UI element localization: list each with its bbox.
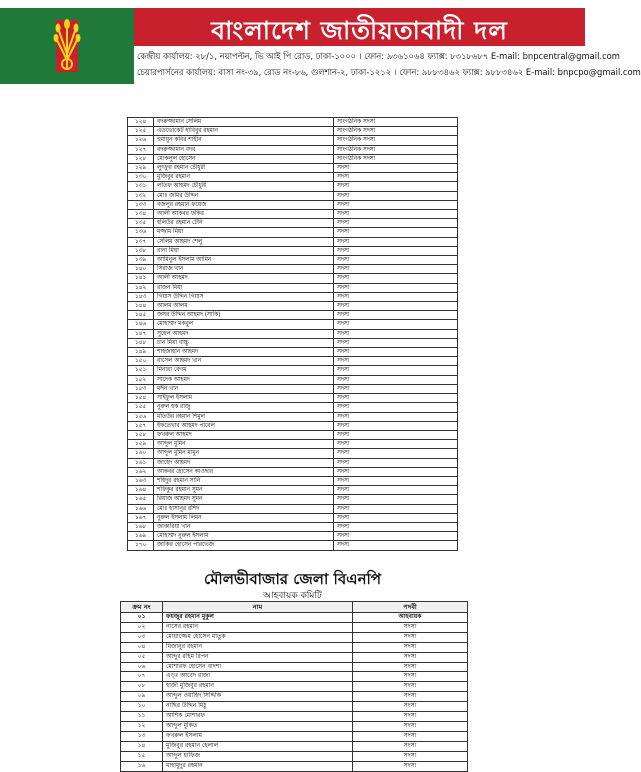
position-cell: সদস্য: [334, 375, 458, 384]
serial-cell: ১৬২: [128, 467, 154, 476]
table-row: [128, 375, 458, 384]
name-cell: রিয়াজ আহমদ সুমন: [154, 495, 334, 504]
name-cell: মোঃ জমির উদ্দিন: [154, 191, 334, 200]
serial-cell: ১২৪: [128, 118, 154, 127]
table-row: [128, 541, 458, 550]
position-cell: সদস্য: [334, 191, 458, 200]
table-row: [121, 662, 468, 672]
serial-cell: ০৫: [121, 652, 163, 662]
central-office-address: কেন্দ্রীয় কার্যালয়: ২৮/১, নয়াপল্টন, ভি আই পি রোড, ঢাকা-১০০০ । ফোন: ৯৩৬১০৬৪ ফ্যাক্স: ৮৩১৮৬৮৭ E-mail: bnpcentral@gmail.com: [137, 51, 620, 61]
position-cell: সদস্য: [334, 412, 458, 421]
district-table-body: [121, 613, 468, 772]
serial-cell: ১৪১: [128, 274, 154, 283]
table-row: [128, 228, 458, 237]
table-row: [128, 532, 458, 541]
table-row: [128, 329, 458, 338]
name-cell: রাজন মিয়া: [154, 283, 334, 292]
position-cell: সদস্য: [353, 702, 468, 712]
table-row: [128, 265, 458, 274]
position-cell: সদস্য: [353, 751, 468, 761]
table-header-row: [121, 602, 468, 613]
position-cell: সদস্য: [334, 430, 458, 439]
position-cell: সদস্য: [334, 421, 458, 430]
serial-cell: ১৩৫: [128, 219, 154, 228]
position-cell: আহবায়ক: [353, 613, 468, 623]
position-cell: সদস্য: [334, 173, 458, 182]
table-row: [121, 741, 468, 751]
position-cell: সদস্য: [334, 532, 458, 541]
name-cell: মঈন খান: [154, 384, 334, 393]
table-row: [128, 311, 458, 320]
serial-cell: ১৫২: [128, 375, 154, 384]
serial-cell: ১৪৪: [128, 302, 154, 311]
table-row: [128, 320, 458, 329]
position-cell: সদস্য: [334, 357, 458, 366]
position-cell: সদস্য: [334, 504, 458, 513]
position-cell: সদস্য: [353, 652, 468, 662]
position-cell: সদস্য: [334, 237, 458, 246]
name-cell: সাইফুল ইসলাম: [154, 394, 334, 403]
party-logo: [0, 8, 134, 84]
serial-cell: ১৪৬: [128, 320, 154, 329]
table-row: [121, 761, 468, 771]
serial-cell: ১৩২: [128, 191, 154, 200]
name-cell: রানা মিয়া: [154, 246, 334, 255]
table-row: [128, 154, 458, 163]
serial-cell: ১২৬: [128, 136, 154, 145]
serial-cell: ১২৭: [128, 145, 154, 154]
serial-cell: ১৬৫: [128, 495, 154, 504]
position-cell: সদস্য: [334, 513, 458, 522]
header-serial: ক্রম নং: [121, 602, 163, 613]
name-cell: বজলুর রহমান ফয়েজ: [154, 200, 334, 209]
table-row: [121, 642, 468, 652]
serial-cell: ১৫৯: [128, 440, 154, 449]
position-cell: সদস্য: [353, 622, 468, 632]
table-row: [128, 182, 458, 191]
position-cell: সদস্য: [334, 320, 458, 329]
table-row: [128, 302, 458, 311]
table-row: [128, 118, 458, 127]
serial-cell: ০১: [121, 613, 163, 623]
serial-cell: ১৪০: [128, 265, 154, 274]
position-cell: সদস্য: [334, 302, 458, 311]
serial-cell: ১২: [121, 721, 163, 731]
name-cell: জাকির হোসেন পারভেজ: [154, 541, 334, 550]
serial-cell: ১৫৭: [128, 421, 154, 430]
name-cell: মোশারফ হোসেন বাদশা: [163, 662, 353, 672]
district-committee-title: মৌলভীবাজার জেলা বিএনপি: [203, 570, 382, 588]
position-cell: সদস্য: [334, 329, 458, 338]
header-name: নাম: [163, 602, 353, 613]
name-cell: মজ্জাম মিয়া: [154, 228, 334, 237]
serial-cell: ০৮: [121, 682, 163, 692]
table-row: [128, 357, 458, 366]
name-cell: ফখরুল আহমদ: [154, 430, 334, 439]
serial-cell: ১৪৯: [128, 348, 154, 357]
serial-cell: ১৫১: [128, 366, 154, 375]
position-cell: সাংগঠনিক সদস্য: [334, 127, 458, 136]
table-row: [121, 652, 468, 662]
serial-cell: ০৬: [121, 662, 163, 672]
table-row: [128, 458, 458, 467]
serial-cell: ১৬৪: [128, 486, 154, 495]
name-cell: মোকলুল হোসেন: [154, 154, 334, 163]
serial-cell: ১৩৪: [128, 210, 154, 219]
name-cell: বদরুজ্জামান সেলিম: [154, 118, 334, 127]
table-row: [128, 136, 458, 145]
name-cell: এড্‌ঃ আবেদ রাজা: [163, 672, 353, 682]
serial-cell: ১০: [121, 702, 163, 712]
serial-cell: ১২৯: [128, 164, 154, 173]
position-cell: সদস্য: [353, 731, 468, 741]
serial-cell: ১২৫: [128, 127, 154, 136]
table-row: [128, 384, 458, 393]
serial-cell: ১৪৩: [128, 292, 154, 301]
position-cell: সদস্য: [334, 219, 458, 228]
serial-cell: ১৭০: [128, 541, 154, 550]
name-cell: শহিদুর রহমান সানি: [154, 476, 334, 485]
name-cell: আশিক মোশারফ: [163, 712, 353, 722]
name-cell: হুমায়ুন কবির শাহীন: [154, 136, 334, 145]
name-cell: আলী আহমদ: [154, 274, 334, 283]
serial-cell: ১৫৮: [128, 430, 154, 439]
table-row: [128, 421, 458, 430]
position-cell: সদস্য: [334, 495, 458, 504]
name-cell: সেলিম আহমদ শেলু: [154, 237, 334, 246]
serial-cell: ১৩৯: [128, 256, 154, 265]
table-row: [128, 394, 458, 403]
table-row: [128, 366, 458, 375]
table-row: [128, 495, 458, 504]
position-cell: সাংগঠনিক সদস্য: [334, 145, 458, 154]
position-cell: সদস্য: [334, 440, 458, 449]
table-row: [128, 145, 458, 154]
name-cell: আব্দুল ওয়াহিদ সিদ্দিকি: [163, 692, 353, 702]
serial-cell: ১৬৩: [128, 476, 154, 485]
serial-cell: ১৩১: [128, 182, 154, 191]
name-cell: আলী আকবর ফকির: [154, 210, 334, 219]
name-cell: নুরুল ইসলাম লিমন: [154, 513, 334, 522]
table-row: [128, 504, 458, 513]
name-cell: মোহাম্মদ মকবুল: [154, 320, 334, 329]
table-row: [128, 292, 458, 301]
position-cell: সদস্য: [334, 394, 458, 403]
name-cell: ফখরুল ইসলাম: [163, 731, 353, 741]
position-cell: সদস্য: [334, 338, 458, 347]
table-row: [128, 513, 458, 522]
serial-cell: ১৫৩: [128, 384, 154, 393]
serial-cell: ১৩৬: [128, 228, 154, 237]
position-cell: সাংগঠনিক সদস্য: [334, 154, 458, 163]
table-row: [121, 672, 468, 682]
table-row: [128, 210, 458, 219]
position-cell: সদস্য: [353, 741, 468, 751]
position-cell: সদস্য: [353, 761, 468, 771]
name-cell: মাহামুদুর রহমান: [163, 761, 353, 771]
table-row: [128, 440, 458, 449]
table-row: [128, 246, 458, 255]
table-row: [121, 721, 468, 731]
position-cell: সদস্য: [334, 256, 458, 265]
serial-cell: ১৩৩: [128, 200, 154, 209]
name-cell: জাকারিয়া খান: [154, 522, 334, 531]
position-cell: সদস্য: [334, 522, 458, 531]
name-cell: আব্দুল মুমিন মামুন: [154, 449, 334, 458]
position-cell: সদস্য: [353, 642, 468, 652]
header-position: পদবী: [353, 602, 468, 613]
table-row: [128, 476, 458, 485]
table-row: [128, 191, 458, 200]
name-cell: নাসের রহমান: [163, 622, 353, 632]
serial-cell: ১৬১: [128, 458, 154, 467]
name-cell: গিয়াস উদ্দিন গিয়াস: [154, 292, 334, 301]
name-cell: চান মিয়া বাচ্চু: [154, 338, 334, 347]
table-row: [128, 274, 458, 283]
position-cell: সদস্য: [353, 712, 468, 722]
position-cell: সাংগঠনিক সদস্য: [334, 136, 458, 145]
table-row: [128, 200, 458, 209]
name-cell: লুৎফুর রহমান চৌধুরী: [154, 164, 334, 173]
serial-cell: ১৪৫: [128, 311, 154, 320]
position-cell: সদস্য: [334, 467, 458, 476]
serial-cell: ১৩৮: [128, 246, 154, 255]
name-cell: সুহেল আহমদ: [154, 329, 334, 338]
serial-cell: ১৩০: [128, 173, 154, 182]
serial-cell: ১৫৪: [128, 394, 154, 403]
name-cell: আব্দুল মুমিন: [154, 440, 334, 449]
position-cell: সদস্য: [353, 682, 468, 692]
table-row: [128, 412, 458, 421]
table-row: [128, 283, 458, 292]
position-cell: সদস্য: [334, 265, 458, 274]
table-row: [128, 219, 458, 228]
members-table-continued: [127, 117, 458, 551]
serial-cell: ০৪: [121, 642, 163, 652]
table-row: [128, 430, 458, 439]
serial-cell: ১৪৮: [128, 338, 154, 347]
name-cell: সিরাজ খান: [154, 265, 334, 274]
position-cell: সদস্য: [334, 366, 458, 375]
name-cell: মিজানুর রহমান: [163, 642, 353, 652]
name-cell: মোঃ হাসানুর রশিদ: [154, 504, 334, 513]
position-cell: সদস্য: [334, 210, 458, 219]
position-cell: সদস্য: [334, 403, 458, 412]
name-cell: মোহাম্মদ নুরুল ইসলাম: [154, 532, 334, 541]
name-cell: ইফতেখার আহমদ পাবেল: [154, 421, 334, 430]
serial-cell: ১৫: [121, 751, 163, 761]
table-row: [121, 751, 468, 761]
position-cell: সাংগঠনিক সদস্য: [334, 118, 458, 127]
position-cell: সদস্য: [353, 662, 468, 672]
name-cell: নাছির উদ্দিন মিঠু: [163, 702, 353, 712]
table-row: [128, 522, 458, 531]
serial-cell: ১৫৫: [128, 403, 154, 412]
position-cell: সদস্য: [334, 274, 458, 283]
paddy-sheaf-logo-icon: [44, 14, 90, 78]
name-cell: আকবর হোসেন কাওছার: [154, 467, 334, 476]
serial-cell: ০৭: [121, 672, 163, 682]
serial-cell: ১৪: [121, 741, 163, 751]
table-row: [128, 173, 458, 182]
position-cell: সদস্য: [334, 541, 458, 550]
position-cell: সদস্য: [334, 486, 458, 495]
name-cell: মুজিবুর রহমান: [154, 173, 334, 182]
table-row: [128, 164, 458, 173]
name-cell: হলিউর রহমান টেনি: [154, 219, 334, 228]
position-cell: সদস্য: [334, 200, 458, 209]
position-cell: সদস্য: [334, 283, 458, 292]
position-cell: সদস্য: [334, 449, 458, 458]
serial-cell: ১৫৬: [128, 412, 154, 421]
table-row: [128, 348, 458, 357]
name-cell: মিনারা বেগম: [154, 366, 334, 375]
name-cell: সাদেক আহমদ: [154, 375, 334, 384]
name-cell: নুরুল হক রাজু: [154, 403, 334, 412]
district-committee-table: [120, 601, 468, 772]
name-cell: আব্দুর রহিম রিপন: [163, 652, 353, 662]
table-row: [121, 622, 468, 632]
table-row: [128, 256, 458, 265]
serial-cell: ১২৮: [128, 154, 154, 163]
position-cell: সদস্য: [334, 246, 458, 255]
table-row: [128, 449, 458, 458]
serial-cell: ১৬৮: [128, 522, 154, 531]
position-cell: সদস্য: [334, 476, 458, 485]
position-cell: সদস্য: [334, 228, 458, 237]
name-cell: আমিনুল ইসলাম আমিন: [154, 256, 334, 265]
serial-cell: ১৬৬: [128, 504, 154, 513]
members-table-body: [128, 118, 458, 551]
name-cell: জসর উদ্দিন আহমদ (সাকি): [154, 311, 334, 320]
table-row: [121, 702, 468, 712]
name-cell: হাজী মুজিবুর রহমান: [163, 682, 353, 692]
position-cell: সদস্য: [334, 348, 458, 357]
serial-cell: ০২: [121, 622, 163, 632]
name-cell: মোয়াজ্জেম হোসেন মাতুক: [163, 632, 353, 642]
position-cell: সদস্য: [353, 721, 468, 731]
position-cell: সদস্য: [334, 182, 458, 191]
serial-cell: ১৬০: [128, 449, 154, 458]
chairperson-office-address: চেয়ারপার্সনের কার্যালয়: বাসা নং-৩৯, রোড নং-৮৬, গুলশান-২, ঢাকা-১২১২ । ফোন: ৯৮৮৩৪৬২ ফ্যাক্স: ৯৮৮৩৪৬২ E-mail: bnpcpo@gmail.com: [137, 67, 641, 77]
name-cell: আব্দুল হাফিজ: [163, 751, 353, 761]
table-row: [121, 682, 468, 692]
position-cell: সদস্য: [334, 311, 458, 320]
serial-cell: ০৩: [121, 632, 163, 642]
letterhead: [0, 0, 641, 84]
table-row: [128, 237, 458, 246]
position-cell: সদস্য: [334, 292, 458, 301]
table-row: [121, 613, 468, 623]
committee-type: আহবায়ক কমিটি: [263, 591, 322, 601]
table-row: [121, 632, 468, 642]
serial-cell: ১৪২: [128, 283, 154, 292]
name-cell: বদরুজ্জামান বদর: [154, 145, 334, 154]
table-row: [128, 403, 458, 412]
name-cell: আলম আলম: [154, 302, 334, 311]
serial-cell: ১৬৭: [128, 513, 154, 522]
position-cell: সদস্য: [353, 692, 468, 702]
name-cell: শাহজাহান আহমদ: [154, 348, 334, 357]
table-row: [128, 467, 458, 476]
table-row: [128, 338, 458, 347]
serial-cell: ১৫০: [128, 357, 154, 366]
name-cell: জাহেদ আহমদ: [154, 458, 334, 467]
title-banner: [134, 8, 585, 46]
table-row: [121, 731, 468, 741]
position-cell: সদস্য: [334, 458, 458, 467]
serial-cell: ১৬৯: [128, 532, 154, 541]
table-row: [121, 712, 468, 722]
name-cell: মতিউর রহমান শিমুল: [154, 412, 334, 421]
name-cell: মুজিবুর রহমান হেলাল: [163, 741, 353, 751]
serial-cell: ০৯: [121, 692, 163, 702]
table-row: [128, 127, 458, 136]
name-cell: এডভোকেট হাবিবুর রহমান: [154, 127, 334, 136]
name-cell: আব্দুল মুকিত: [163, 721, 353, 731]
serial-cell: ১৬: [121, 761, 163, 771]
name-cell: ফয়জুর রহমান মুকুল: [163, 613, 353, 623]
serial-cell: ১৪৭: [128, 329, 154, 338]
position-cell: সদস্য: [334, 164, 458, 173]
name-cell: লতিফ আহমদ চৌধুরী: [154, 182, 334, 191]
position-cell: সদস্য: [353, 632, 468, 642]
table-row: [121, 692, 468, 702]
name-cell: শফিকুর রহমান সুমন: [154, 486, 334, 495]
serial-cell: ১৩৭: [128, 237, 154, 246]
position-cell: সদস্য: [334, 384, 458, 393]
serial-cell: ১১: [121, 712, 163, 722]
position-cell: সদস্য: [353, 672, 468, 682]
name-cell: রাসেল আহমদ খান: [154, 357, 334, 366]
table-row: [128, 486, 458, 495]
party-name: বাংলাদেশ জাতীয়তাবাদী দল: [211, 16, 508, 45]
serial-cell: ১৩: [121, 731, 163, 741]
